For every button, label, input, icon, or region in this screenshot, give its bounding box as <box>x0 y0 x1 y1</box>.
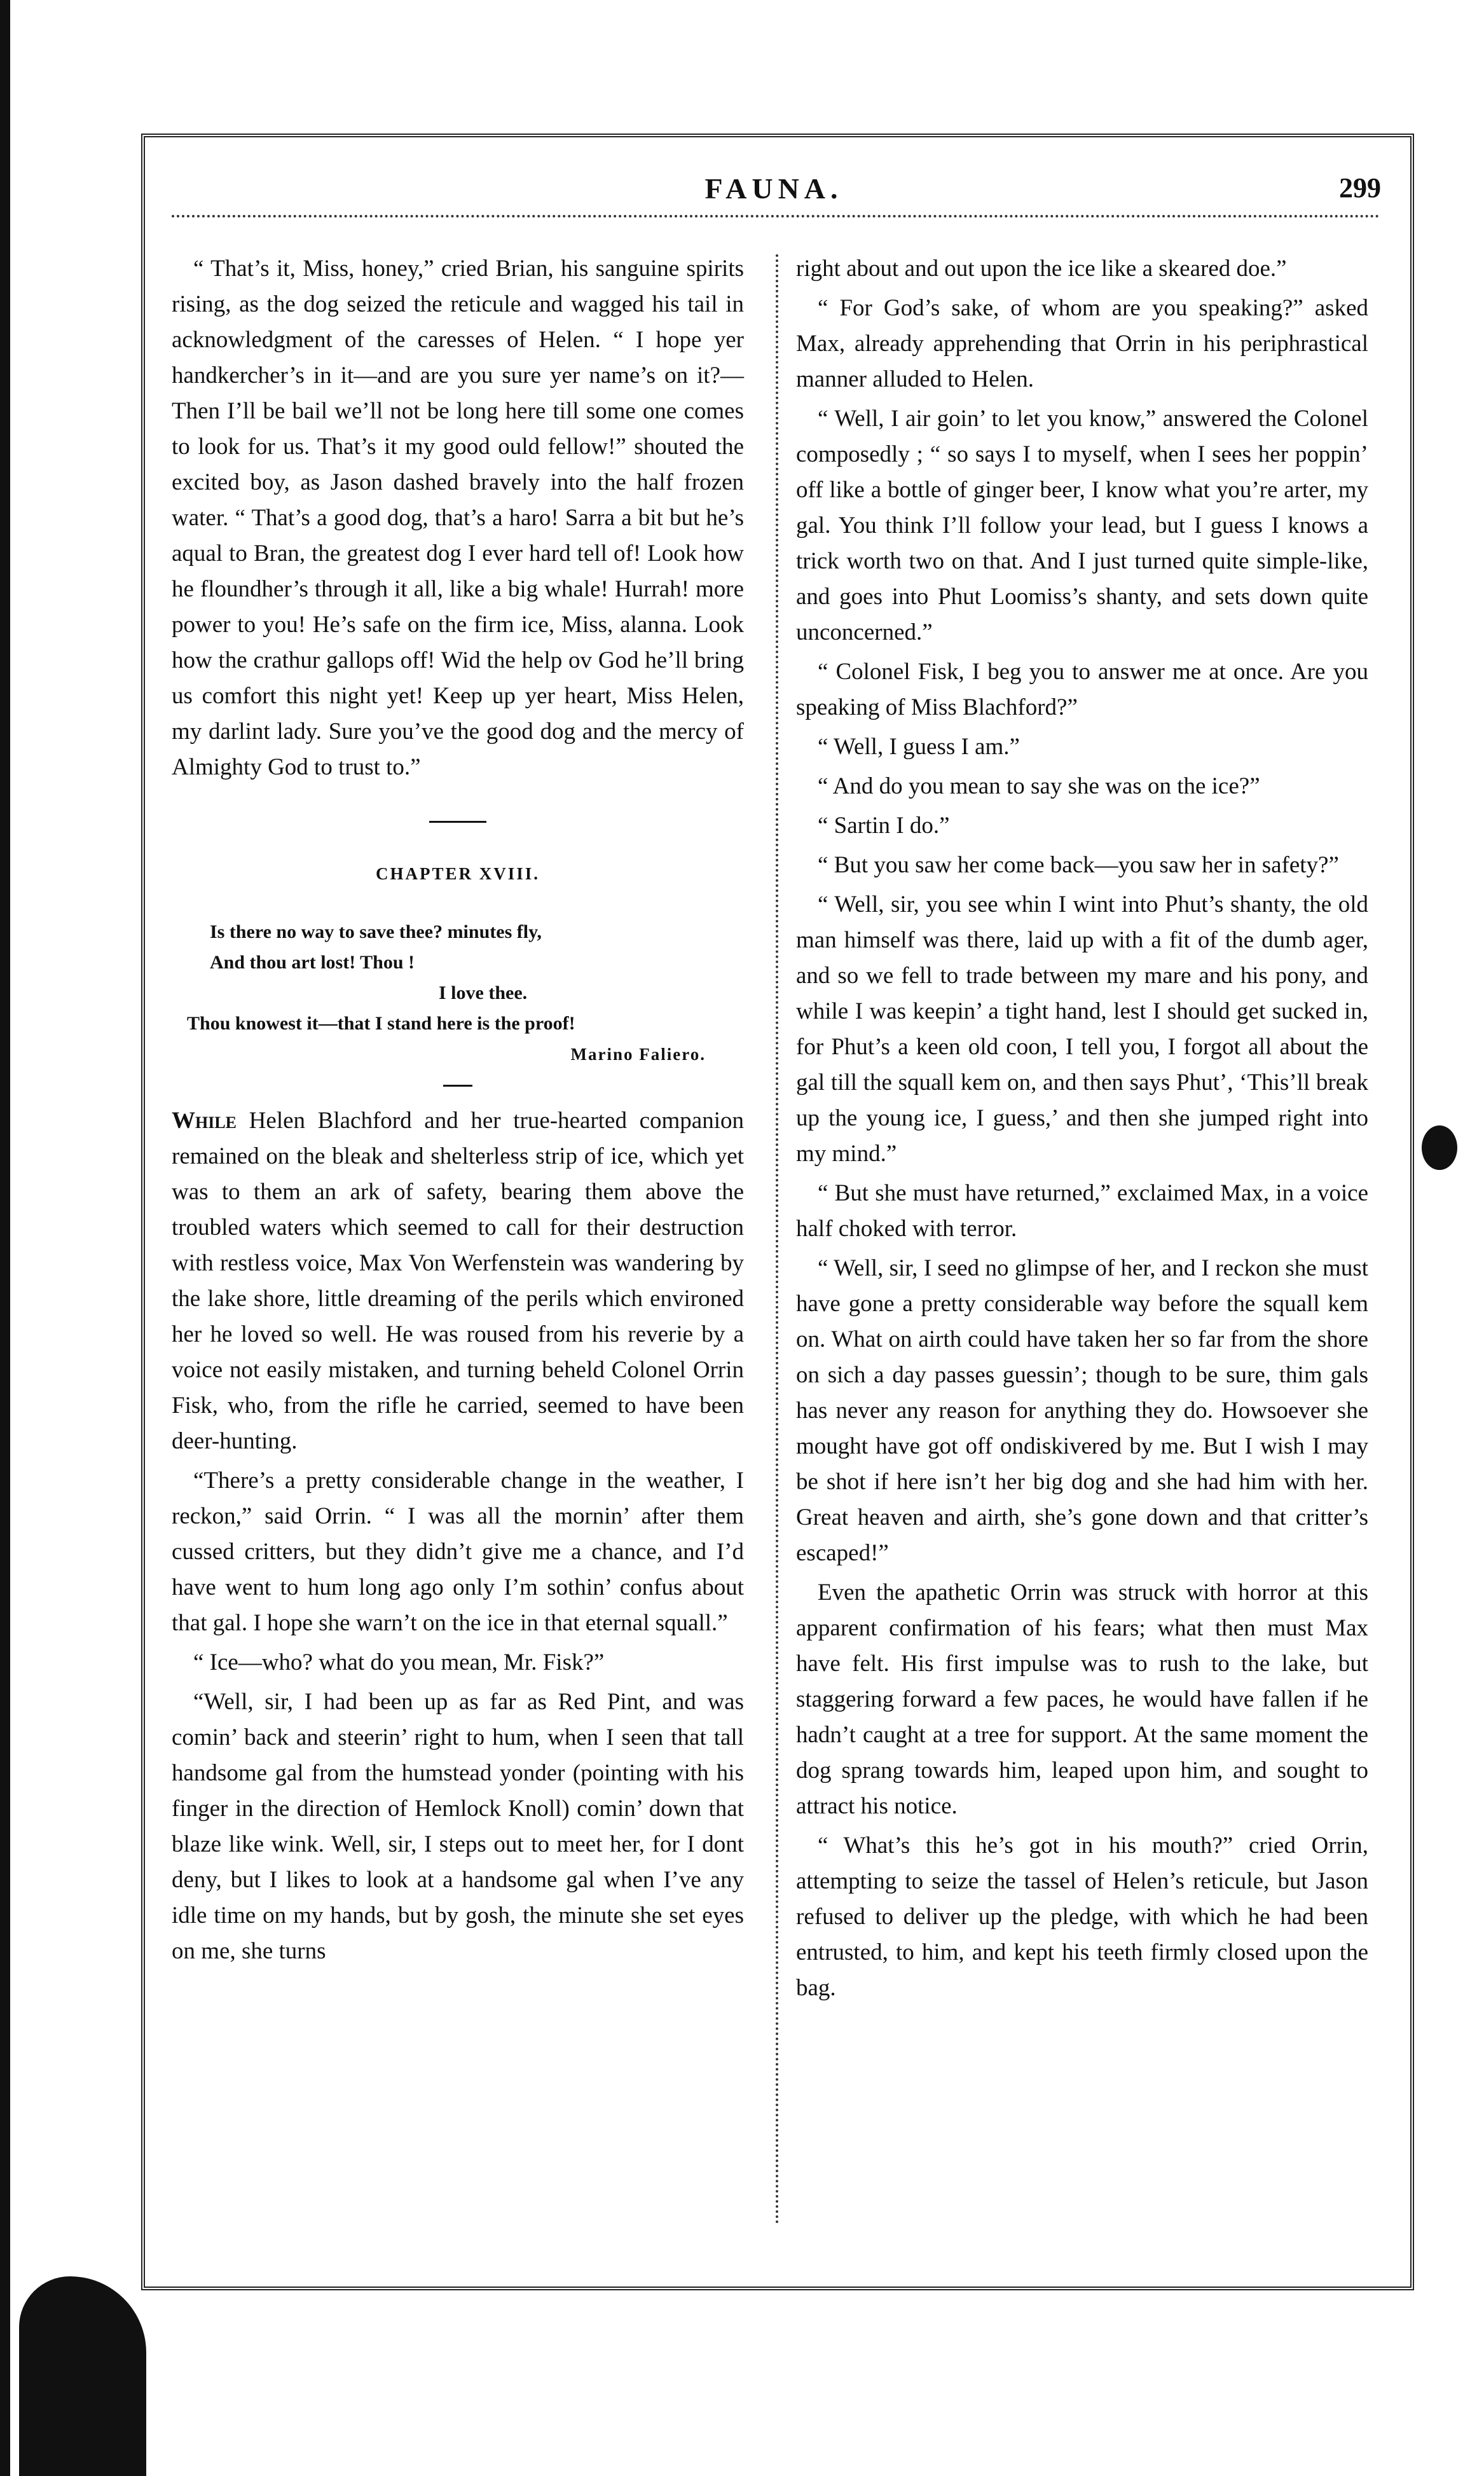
column-divider <box>776 254 778 2225</box>
chapter-heading: CHAPTER XVIII. <box>375 864 540 883</box>
paragraph: “ Well, sir, you see whin I wint into Phut’s shanty, the old man himself was there, laid up with a fit of the dumb ager, and so we fell to trade between my mare and his pony, and while I was keepin’ a tight hand, lest I should get sucked in, for Phut’s a keen old coon, I tell you, I forgot all about the gal till the squall kem on, and then says Phut’, ‘This’ll break up the young ice, I guess,’ and then she jumped right into my mind.” <box>796 891 1368 1167</box>
header-rule <box>172 215 1380 217</box>
paragraph: “Well, sir, I had been up as far as Red Pint, and was comin’ back and steerin’ right to hum, when I seen that tall handsome gal from the humstead yonder (pointing with his finger in the direction of Hemlock Knoll) comin’ down that blaze like wink. Well, sir, I steps out to meet her, for I dont deny, but I likes to look at a handsome gal when I’ve any idle time on my hands, but by gosh, the minute she set eyes on me, she turns <box>172 1689 744 1964</box>
paragraph: “ Well, sir, I seed no glimpse of her, and I reckon she must have gone a pretty considerable way before the squall kem on. What on airth could have taken her so far from the shore on sich a day passes guessin’; though to be sure, thim gals has never any reason for anything they do. Howsoever she mought have got off ondiskivered by me. But I wish I may be shot if here isn’t her big dog and she had him with her. Great heaven and airth, she’s gone down and that critter’s escaped!” <box>796 1255 1368 1566</box>
epigraph-line: I love thee. <box>439 982 528 1003</box>
paragraph: “There’s a pretty considerable change in the weather, I reckon,” said Orrin. “ I was all the mornin’ after them cussed critters, but they didn’t give me a chance, and I’d have went to hum long ago only I’m sothin’ confus about that gal. I hope she warn’t on the ice in that eternal squall.” <box>172 1468 744 1636</box>
epigraph-line: Thou knowest it—that I stand here is the proof! <box>187 1013 575 1034</box>
paragraph: “ But she must have returned,” exclaimed Max, in a voice half choked with terror. <box>796 1180 1368 1242</box>
paragraph: Even the apathetic Orrin was struck with horror at this apparent confirmation of his fears; what then must Max have felt. His first impulse was to rush to the lake, but staggering forward a few paces, he would have fallen if he hadn’t caught at a tree for support. At the same moment the dog sprang towards him, leaped upon him, and sought to attract his notice. <box>796 1579 1368 1819</box>
scan-edge-shadow <box>0 0 10 2476</box>
opening-text: Helen Blachford and her true-hearted companion remained on the bleak and shelterless strip of ice, which yet was to them an ark of safety, bearing them above the troubled waters which seemed to call for their destruction with restless voice, Max Von Werfenstein was wandering by the lake shore, little dreaming of the perils which environed her he loved so well. He was roused from his reverie by a voice not easily mistaken, and turning beheld Colonel Orrin Fisk, who, from the rifle he carried, seemed to have been deer-hunting. <box>172 1108 744 1454</box>
paragraph: “ Colonel Fisk, I beg you to answer me at once. Are you speaking of Miss Blachford?” <box>796 659 1368 720</box>
paragraph: “ But you saw her come back—you saw her in safety?” <box>818 852 1339 878</box>
epigraph-line: Is there no way to save thee? minutes fly, <box>210 921 542 942</box>
paragraph: “ That’s it, Miss, honey,” cried Brian, his sanguine spirits rising, as the dog seized the reticule and wagged his tail in acknowledgment of the caresses of Helen. “ I hope yer handkercher’s in it—and are you sure yer name’s on it?—Then I’ll be bail we’ll not be long here till some one comes to look for us. That’s it my good ould fellow!” shouted the excited boy, as Jason dashed bravely into the half frozen water. “ That’s a good dog, that’s a haro! Sarra a bit but he’s aqual to Bran, the greatest dog I ever hard tell of! Look how he floundher’s through it all, like a big whale! Hurrah! more power to you! He’s safe on the firm ice, Miss, alanna. Look how the crathur gallops off! Wid the help ov God he’ll bring us comfort this night yet! Keep up yer heart, Miss Helen, my darlint lady. Sure you’ve the good dog and the mercy of Almighty God to trust to.” <box>172 256 744 780</box>
binding-hole-mark <box>1422 1125 1457 1170</box>
paragraph: “ And do you mean to say she was on the ice?” <box>818 773 1260 799</box>
paragraph: “ Well, I air goin’ to let you know,” answered the Colonel composedly ; “ so says I to myself, when I sees her poppin’ off like a bottle of ginger beer, I know what you’re arter, my gal. You think I’ll follow your lead, but I guess I knows a trick worth two on that. And I just turned quite simple-like, and goes into Phut Loomiss’s shanty, and sets down quite unconcerned.” <box>796 406 1368 645</box>
paragraph-continuation: right about and out upon the ice like a skeared doe.” <box>796 256 1287 282</box>
right-column <box>796 251 1368 2010</box>
epigraph-attribution: Marino Faliero. <box>570 1045 706 1064</box>
section-rule <box>429 821 486 823</box>
page-number: 299 <box>1339 172 1381 203</box>
epigraph-line: And thou art lost! Thou ! <box>210 952 415 973</box>
paragraph: “ For God’s sake, of whom are you speaking?” asked Max, already apprehending that Orrin in his periphrastical manner alluded to Helen. <box>796 295 1368 392</box>
paragraph: “ Well, I guess I am.” <box>818 734 1020 760</box>
running-title: FAUNA. <box>704 172 843 205</box>
chapter-opening-paragraph <box>172 1103 744 1459</box>
paragraph: “ Sartin I do.” <box>818 813 950 839</box>
page-header <box>141 172 1406 210</box>
section-dash <box>443 1085 472 1087</box>
paragraph: “ What’s this he’s got in his mouth?” cried Orrin, attempting to seize the tassel of Helen’s reticule, but Jason refused to deliver up the pledge, with which he had been entrusted, to him, and kept his teeth firmly closed upon the bag. <box>796 1833 1368 2001</box>
paragraph: “ Ice—who? what do you mean, Mr. Fisk?” <box>193 1649 605 1675</box>
opening-word: While <box>172 1108 237 1134</box>
left-column <box>172 251 744 1973</box>
scan-ink-blot <box>19 2276 146 2476</box>
epigraph <box>172 917 744 1069</box>
